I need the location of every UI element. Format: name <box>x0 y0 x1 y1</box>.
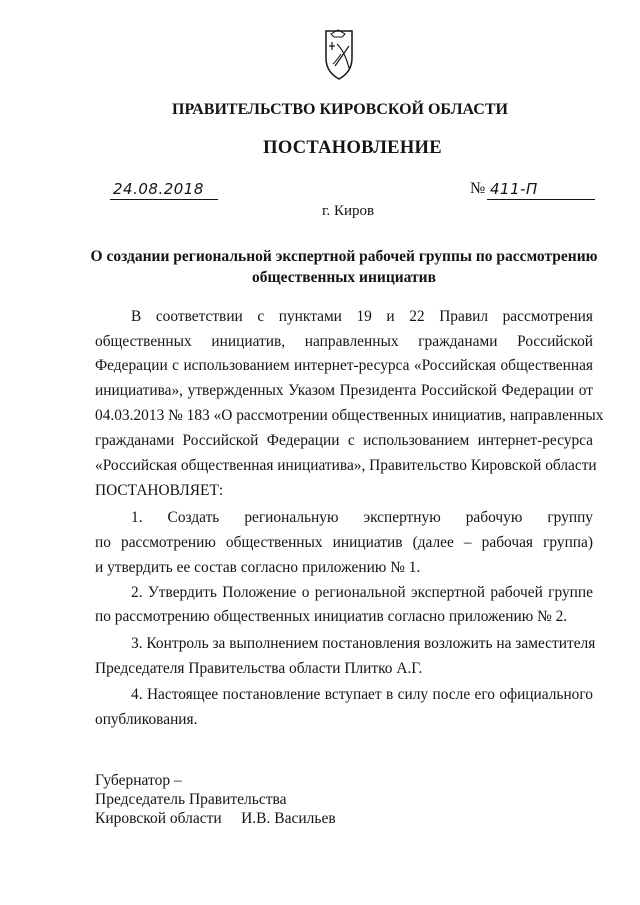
date-underline <box>110 199 218 200</box>
body-line: инициатива», утвержденных Указом Президента Российской Федерации от <box>95 382 593 399</box>
body-line: Председателя Правительства области Плитко А.Г. <box>95 660 423 677</box>
body-line: и утвердить ее состав согласно приложению № 1. <box>95 559 421 576</box>
document-number: 411-П <box>490 180 538 198</box>
body-line: по рассмотрению общественных инициатив согласно приложению № 2. <box>95 608 568 625</box>
body-line: ПОСТАНОВЛЯЕТ: <box>95 482 224 499</box>
subject-line: общественных инициатив <box>252 269 436 286</box>
body-line: 4. Настоящее постановление вступает в силу после его официального <box>131 686 593 703</box>
body-line: В соответствии с пунктами 19 и 22 Правил рассмотрения <box>131 308 593 325</box>
body-line: общественных инициатив, направленных гражданами Российской <box>95 333 593 350</box>
government-title: ПРАВИТЕЛЬСТВО КИРОВСКОЙ ОБЛАСТИ <box>172 101 508 118</box>
body-line: гражданами Российской Федерации с использованием интернет-ресурса <box>95 432 593 449</box>
city: г. Киров <box>322 203 375 219</box>
document-type-title: ПОСТАНОВЛЕНИЕ <box>263 138 442 158</box>
body-line: опубликования. <box>95 711 198 728</box>
body-line: 2. Утвердить Положение о региональной экспертной рабочей группе <box>131 584 593 601</box>
body-line: по рассмотрению общественных инициатив (далее – рабочая группа) <box>95 534 593 551</box>
number-label: № <box>470 180 486 197</box>
number-underline <box>487 199 595 200</box>
signature-title: Председатель Правительства <box>95 791 287 808</box>
body-line: 1. Создать региональную экспертную рабочую группу <box>131 509 593 526</box>
signature-name: Кировской области И.В. Васильев <box>95 810 336 827</box>
subject-line: О создании региональной экспертной рабочей группы по рассмотрению <box>90 248 598 265</box>
body-line: 04.03.2013 № 183 «О рассмотрении общественных инициатив, направленных <box>95 407 604 424</box>
signature-title: Губернатор – <box>95 772 182 789</box>
body-line: «Российская общественная инициатива», Правительство Кировской области <box>95 457 597 474</box>
body-line: Федерации с использованием интернет-ресурса «Российская общественная <box>95 357 593 374</box>
document-date: 24.08.2018 <box>113 180 204 198</box>
coat-of-arms-emblem <box>323 28 355 82</box>
document-subject <box>88 246 600 288</box>
body-line: 3. Контроль за выполнением постановления возложить на заместителя <box>131 635 596 652</box>
